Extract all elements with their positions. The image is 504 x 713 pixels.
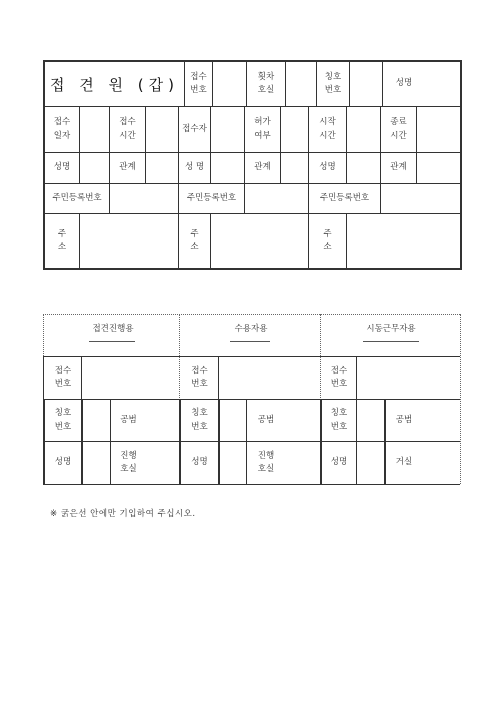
receipt-time-label: 접수 시간 xyxy=(119,117,136,141)
address-3-label: 주 소 xyxy=(323,228,332,252)
stub-3-room-field[interactable] xyxy=(422,442,459,484)
rrn-3-field[interactable] xyxy=(381,184,460,213)
stub-1-room-label: 진행 호실 xyxy=(120,450,137,474)
start-time-label: 시작 시간 xyxy=(319,117,336,141)
relation-1-field[interactable] xyxy=(146,153,178,183)
visit-room-label: 횟차 호실 xyxy=(257,71,275,95)
visit-room-field[interactable] xyxy=(286,62,316,106)
receipt-no-label: 접수 번호 xyxy=(190,71,207,95)
rrn-1-label: 주민등록번호 xyxy=(52,192,102,203)
receiver-label: 접수자 xyxy=(182,123,207,134)
end-time-label: 종료 시간 xyxy=(390,117,407,141)
rrn-2-field[interactable] xyxy=(245,184,308,213)
receipt-no-field[interactable] xyxy=(213,62,246,106)
permit-field[interactable] xyxy=(281,107,308,152)
relation-2-field[interactable] xyxy=(281,153,308,183)
stub-3-title-no-label: 칭호 번호 xyxy=(330,408,348,432)
relation-2-label: 관계 xyxy=(254,162,271,173)
stub-1-crime-label: 공범 xyxy=(120,414,137,425)
stub-1-crime-field[interactable] xyxy=(146,400,178,441)
stub-1-receipt-no-label: 접수 번호 xyxy=(54,365,72,389)
visitor-name-3-label: 성명 xyxy=(319,162,336,173)
stub-1-name-field[interactable] xyxy=(83,442,110,484)
stub-3-crime-label: 공범 xyxy=(395,414,413,425)
stub-3-title-underline xyxy=(363,341,419,342)
stub-2-crime-field[interactable] xyxy=(285,400,319,441)
stub-2-title-underline xyxy=(230,341,270,342)
form-note: ※ 굵은선 안에만 기입하여 주십시오. xyxy=(50,509,196,519)
address-1-field[interactable] xyxy=(80,214,178,268)
visitor-name-2-field[interactable] xyxy=(211,153,244,183)
stub-1-room-field[interactable] xyxy=(146,442,178,484)
stub-2-receipt-no-label: 접수 번호 xyxy=(191,365,208,389)
stub-3-name-label: 성명 xyxy=(330,457,348,468)
stub-2-room-field[interactable] xyxy=(285,442,319,484)
relation-3-field[interactable] xyxy=(417,153,460,183)
relation-3-label: 관계 xyxy=(390,162,407,173)
address-3-field[interactable] xyxy=(347,214,460,268)
end-time-field[interactable] xyxy=(417,107,460,152)
rrn-3-label: 주민등록번호 xyxy=(319,192,370,203)
name-field[interactable] xyxy=(425,62,460,106)
stub-1-title: 접견진행용 xyxy=(92,324,134,334)
name-label: 성명 xyxy=(395,78,413,89)
title-no-label: 칭호 번호 xyxy=(324,71,342,95)
receipt-time-field[interactable] xyxy=(146,107,178,152)
stub-2-title: 수용자용 xyxy=(234,324,268,334)
visitor-name-3-field[interactable] xyxy=(347,153,380,183)
stub-1-title-underline xyxy=(89,341,135,342)
stub-3-title-no-field[interactable] xyxy=(357,400,384,441)
visitor-name-2-label: 성 명 xyxy=(184,162,205,173)
stub-2-title-no-field[interactable] xyxy=(220,400,246,441)
receiver-field[interactable] xyxy=(211,107,244,152)
stub-2-crime-label: 공범 xyxy=(257,414,275,425)
stub-2-name-field[interactable] xyxy=(220,442,246,484)
stub-3-receipt-no-label: 접수 번호 xyxy=(330,365,348,389)
visitor-name-1-field[interactable] xyxy=(80,153,109,183)
address-2-label: 주 소 xyxy=(190,228,199,252)
stub-3-room-label: 거실 xyxy=(395,457,413,468)
rrn-2-label: 주민등록번호 xyxy=(186,192,237,203)
start-time-field[interactable] xyxy=(347,107,380,152)
address-1-label: 주 소 xyxy=(57,228,67,252)
stub-3-crime-field[interactable] xyxy=(422,400,459,441)
address-2-field[interactable] xyxy=(211,214,308,268)
form-title: 접 견 원 (갑) xyxy=(50,75,179,94)
stub-3-name-field[interactable] xyxy=(357,442,384,484)
stub-2-room-label: 진행 호실 xyxy=(257,450,275,474)
stub-1-title-no-label: 칭호 번호 xyxy=(54,408,72,432)
stub-2-receipt-no-field[interactable] xyxy=(219,357,319,399)
stub-3-title: 시동근무자용 xyxy=(366,324,416,334)
stub-1-title-no-field[interactable] xyxy=(83,400,110,441)
stub-2-title-no-label: 칭호 번호 xyxy=(191,408,208,432)
title-no-field[interactable] xyxy=(350,62,382,106)
stub-1-name-label: 성명 xyxy=(54,457,72,468)
receipt-date-label: 접수 일자 xyxy=(53,117,71,141)
receipt-date-field[interactable] xyxy=(80,107,109,152)
visitor-name-1-label: 성명 xyxy=(53,162,71,173)
stub-1-receipt-no-field[interactable] xyxy=(82,357,178,399)
stub-2-name-label: 성명 xyxy=(191,457,208,468)
stub-3-receipt-no-field[interactable] xyxy=(357,357,459,399)
permit-label: 허가 여부 xyxy=(254,117,271,141)
rrn-1-field[interactable] xyxy=(110,184,178,213)
relation-1-label: 관계 xyxy=(119,162,136,173)
